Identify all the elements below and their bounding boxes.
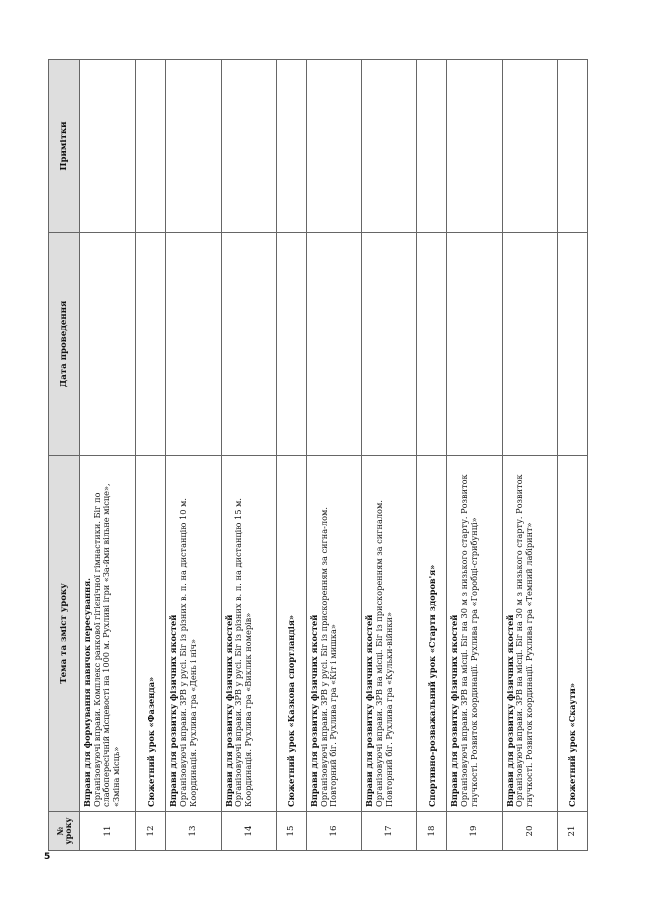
lesson-notes-cell: [276, 60, 306, 233]
lesson-notes-cell: [447, 60, 502, 233]
lesson-date-cell: [417, 233, 447, 456]
table-row: [557, 60, 587, 851]
table-row: [306, 60, 361, 851]
lesson-topic-cell: [221, 456, 276, 812]
lesson-date-cell: [221, 233, 276, 456]
lesson-notes-cell: [502, 60, 557, 233]
lesson-description: Організовуючі вправи. Комплекс ранкової гігієнічної гімнастики. Біг по слабопересічній місцевості на 1000 м. Рухливі ігри «За-йми вільне місце», «Зміна місць»: [91, 483, 122, 807]
lesson-title: Вправи для розвитку фізичних якостей: [168, 614, 179, 807]
table-row: [136, 60, 166, 851]
lesson-number: 17: [362, 812, 417, 851]
lesson-topic-cell: [306, 456, 361, 812]
lesson-title: Вправи для розвитку фізичних якостей: [308, 614, 319, 807]
lesson-notes-cell: [362, 60, 417, 233]
lesson-number: 20: [502, 812, 557, 851]
lesson-topic-cell: [447, 456, 502, 812]
lesson-description: Організовуючі вправи. ЗРВ на місці. Біг на 30 м з низького старту. Розвиток гнучкості. Розвиток координації. Рухлива гра «Горобці-стрибунці»: [459, 474, 479, 807]
lesson-plan-table-container: [48, 60, 588, 851]
header-lesson-number: № уроку: [49, 812, 80, 851]
lesson-number: 12: [136, 812, 166, 851]
lesson-number: 18: [417, 812, 447, 851]
lesson-notes-cell: [306, 60, 361, 233]
table-row: [166, 60, 221, 851]
lesson-title: Вправи для розвитку фізичних якостей: [504, 614, 515, 807]
lesson-number: 11: [80, 812, 136, 851]
table-row: [502, 60, 557, 851]
table-row: [80, 60, 136, 851]
table-row: [276, 60, 306, 851]
lesson-number: 19: [447, 812, 502, 851]
table-row: [221, 60, 276, 851]
lesson-date-cell: [502, 233, 557, 456]
header-date: Дата проведення: [49, 233, 80, 456]
lesson-topic-cell: [166, 456, 221, 812]
lesson-date-cell: [306, 233, 361, 456]
lesson-title: Вправи для розвитку фізичних якостей: [223, 614, 234, 807]
lesson-topic-cell: [362, 456, 417, 812]
lesson-number: 21: [557, 812, 587, 851]
lesson-number: 13: [166, 812, 221, 851]
lesson-date-cell: [276, 233, 306, 456]
lesson-description: Організовуючі вправи. ЗРВ у русі. Біг із різних в. п. на дистанцію 10 м. Координація. Рухлива гра «День і ніч»: [178, 497, 198, 807]
header-notes: Примітки: [49, 60, 80, 233]
lesson-date-cell: [362, 233, 417, 456]
lesson-topic-cell: [80, 456, 136, 812]
lesson-plan-table: [48, 59, 588, 851]
lesson-topic-cell: [502, 456, 557, 812]
lesson-topic-cell: [136, 456, 166, 812]
table-header: [49, 60, 80, 851]
lesson-title: Сюжетний урок «Казкова спортландія»: [286, 615, 297, 807]
lesson-date-cell: [557, 233, 587, 456]
lesson-number: 14: [221, 812, 276, 851]
lesson-description: Організовуючі вправи. ЗРВ у русі. Біг із різних в. п. на дистанцію 15 м. Координація. Рухлива гра «Виклик номерів»: [233, 497, 253, 807]
lesson-description: Організовуючі вправи. ЗРВ на місці. Біг на 30 м з низького старту. Розвиток гнучкості. Розвиток координації. Рухлива гра «Темний лабіринт»: [514, 474, 534, 807]
lesson-notes-cell: [166, 60, 221, 233]
lesson-description: Організовуючі вправи. ЗРВ у русі. Біг із прискоренням за сигна-лом. Повторний біг. Рухлива гра «Кіт і мишка»: [318, 507, 339, 807]
page-number: 5: [44, 852, 51, 862]
lesson-date-cell: [136, 233, 166, 456]
lesson-notes-cell: [557, 60, 587, 233]
lesson-notes-cell: [80, 60, 136, 233]
lesson-title: Вправи для розвитку фізичних якостей: [364, 614, 375, 807]
table-row: [447, 60, 502, 851]
lesson-number: 15: [276, 812, 306, 851]
lesson-notes-cell: [136, 60, 166, 233]
lesson-topic-cell: [417, 456, 447, 812]
lesson-title: Спортивно-розважальний урок «Старти здоров'я»: [426, 564, 437, 807]
lesson-title: Сюжетний урок «Фазенда»: [145, 676, 156, 807]
table-body: [80, 60, 588, 851]
header-topic: Тема та зміст уроку: [49, 456, 80, 812]
lesson-date-cell: [166, 233, 221, 456]
lesson-title: Вправи для розвитку фізичних якостей: [449, 614, 460, 807]
lesson-title: Вправи для формування навичок пересування.: [82, 577, 92, 807]
lesson-date-cell: [447, 233, 502, 456]
lesson-notes-cell: [417, 60, 447, 233]
lesson-description: Організовуючі вправи. ЗРВ на місці. Біг із прискоренням за сигналом. Повторний біг. Рухлива гра «Кульки-війнки»: [373, 500, 394, 807]
lesson-date-cell: [80, 233, 136, 456]
table-row: [417, 60, 447, 851]
lesson-title: Сюжетний урок «Скаути»: [567, 683, 578, 807]
lesson-topic-cell: [276, 456, 306, 812]
table-row: [362, 60, 417, 851]
lesson-notes-cell: [221, 60, 276, 233]
lesson-number: 16: [306, 812, 361, 851]
lesson-topic-cell: [557, 456, 587, 812]
